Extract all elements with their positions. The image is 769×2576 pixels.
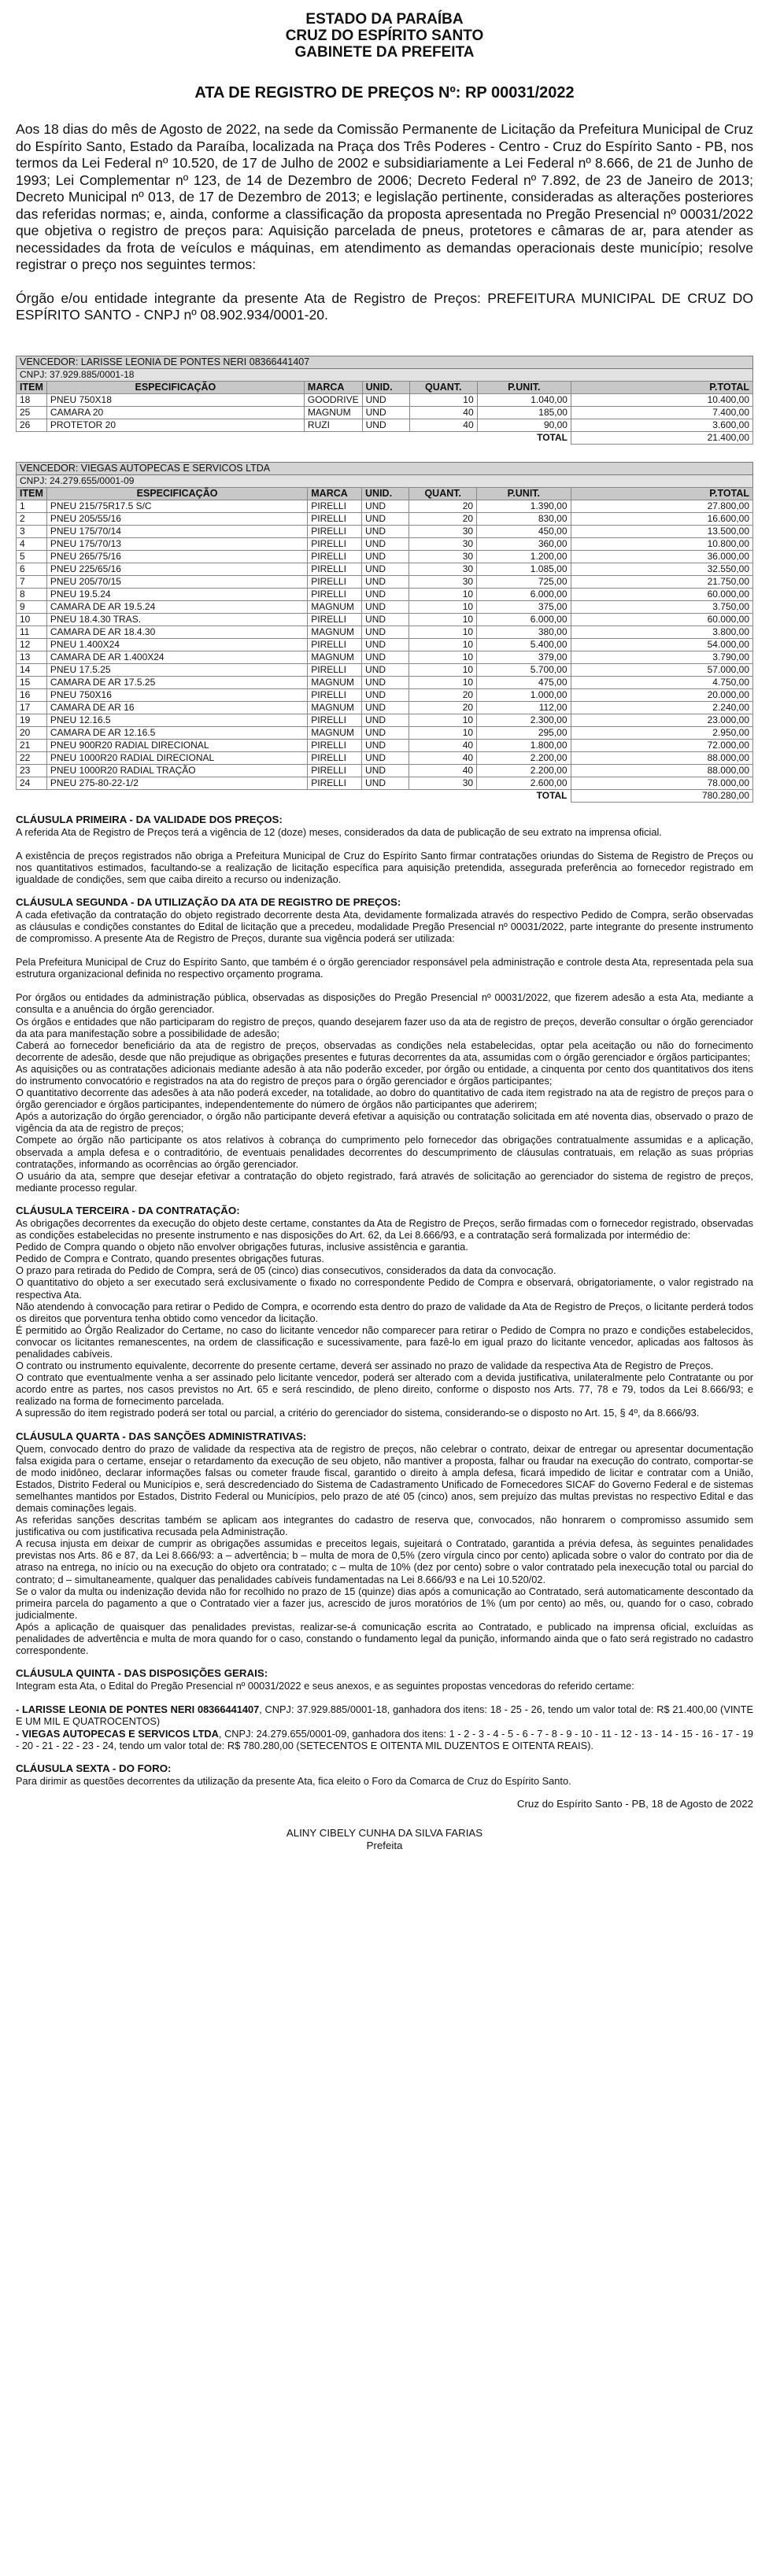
table-cell: 22 xyxy=(17,751,47,764)
column-header: ITEM xyxy=(17,487,47,500)
state-name: ESTADO DA PARAÍBA xyxy=(305,11,464,28)
table-cell: UND xyxy=(362,550,409,563)
table-cell: 2.950,00 xyxy=(571,726,752,739)
vendor-cnpj: CNPJ: 37.929.885/0001-18 xyxy=(17,368,753,381)
table-cell: PNEU 17.5.25 xyxy=(46,663,307,676)
table-cell: UND xyxy=(362,419,409,431)
vendor-name: VENCEDOR: LARISSE LEONIA DE PONTES NERI 08366441407 xyxy=(17,356,753,368)
participant-paragraph: Órgão e/ou entidade integrante da presente Ata de Registro de Preços: PREFEITURA MUNICIPAL DE CRUZ DO ESPÍRITO SANTO - CNPJ nº 08.902.934/0001-20. xyxy=(16,290,753,323)
table-cell: 15 xyxy=(17,676,47,688)
table-cell: PNEU 900R20 RADIAL DIRECIONAL xyxy=(46,739,307,751)
table-cell: 10 xyxy=(409,714,477,726)
column-header: P.TOTAL xyxy=(571,487,752,500)
table-cell: 88.000,00 xyxy=(571,764,752,777)
table-row xyxy=(17,676,753,688)
table-cell: PNEU 215/75R17.5 S/C xyxy=(46,500,307,512)
vendor-cnpj-row xyxy=(17,368,753,381)
table-cell: 60.000,00 xyxy=(571,588,752,600)
table-row xyxy=(17,764,753,777)
total-row xyxy=(17,431,753,444)
table-cell: CAMARA DE AR 16 xyxy=(46,701,307,714)
total-row xyxy=(17,789,753,802)
table-row xyxy=(17,600,753,613)
clause-4-title: CLÁUSULA QUARTA - DAS SANÇÕES ADMINISTRATIVAS: xyxy=(16,1430,307,1442)
document-page xyxy=(16,0,753,1862)
clause-text: Os órgãos e entidades que não participaram do registro de preços, quando desejarem fazer uso da ata de registro de preços, deverão consultar o órgão gerenciador da ata para manifestação sobre a possibilidade de adesão; xyxy=(16,1015,753,1039)
table-cell: 3.790,00 xyxy=(571,651,752,663)
table-cell: 19 xyxy=(17,714,47,726)
table-cell: 10.400,00 xyxy=(571,393,752,406)
table-row xyxy=(17,406,753,419)
table-cell: MAGNUM xyxy=(308,651,362,663)
table-cell: 1.200,00 xyxy=(477,550,571,563)
table-cell: 30 xyxy=(409,537,477,550)
clause-text: Quem, convocado dentro do prazo de validade da respectiva ata de registro de preços, não celebrar o contrato, deixar de entregar ou apresentar documentação falsa exigida para o certame, ensejar o retardamento da execução de seu objeto, não mantiver a proposta, falhar ou fraudar na execução do contrato, comportar-se de modo inidôneo, declarar informações falsas ou cometer fraude fiscal, garantido o direito à ampla defesa, ficará impedido de licitar e contratar com a União, Estados, Distrito Federal ou Municípios e, será descredenciado do Sistema de Cadastramento Unificado de Fornecedores SICAF do Governo Federal e de sistemas semelhantes mantidos por Estados, Distrito Federal ou Municípios, pelo prazo de até 05 (cinco) anos, sem prejuízo das multas previstas no respectivo Edital e das demais cominações legais. xyxy=(16,1442,753,1514)
table-cell: 78.000,00 xyxy=(571,777,752,789)
clause-5-title: CLÁUSULA QUINTA - DAS DISPOSIÇÕES GERAIS: xyxy=(16,1667,268,1680)
table-row xyxy=(17,588,753,600)
table-header-row xyxy=(17,381,753,393)
table-cell: 3 xyxy=(17,525,47,537)
table-cell: PNEU 205/70/15 xyxy=(46,575,307,588)
table-cell: 112,00 xyxy=(477,701,571,714)
table-cell: 725,00 xyxy=(477,575,571,588)
table-row xyxy=(17,512,753,525)
table-cell: 17 xyxy=(17,701,47,714)
clause-text: Pela Prefeitura Municipal de Cruz do Espírito Santo, que também é o órgão gerenciador responsável pela administração e controle desta Ata, representada pela sua estrutura organizacional definida no respectivo orçamento programa. xyxy=(16,956,753,980)
vendor-row xyxy=(17,356,753,368)
table-cell: 10 xyxy=(409,638,477,651)
table-cell: 30 xyxy=(409,563,477,575)
vendor-row xyxy=(17,462,753,474)
table-cell: PNEU 750X16 xyxy=(46,688,307,701)
clause-text: Integram esta Ata, o Edital do Pregão Presencial nº 00031/2022 e seus anexos, e as seguintes propostas vencedoras do referido certame: xyxy=(16,1680,634,1692)
clause-text: Após a autorização do órgão gerenciador, o órgão não participante deverá efetivar a aquisição ou contratação solicitada em até noventa dias, observado o prazo de vigência da ata de registro de preços; xyxy=(16,1110,753,1135)
table-cell: 20 xyxy=(409,512,477,525)
table-cell: PIRELLI xyxy=(308,500,362,512)
table-row xyxy=(17,739,753,751)
vendor-cnpj-row xyxy=(17,474,753,487)
vendor-table-2 xyxy=(16,462,753,803)
table-cell: MAGNUM xyxy=(308,726,362,739)
table-cell: PIRELLI xyxy=(308,764,362,777)
winner-1-name: - LARISSE LEONIA DE PONTES NERI 08366441407 xyxy=(16,1703,260,1716)
table-cell: 7 xyxy=(17,575,47,588)
table-cell: 2.200,00 xyxy=(477,751,571,764)
table-cell: 360,00 xyxy=(477,537,571,550)
table-cell: 10 xyxy=(409,676,477,688)
table-cell: PIRELLI xyxy=(308,575,362,588)
total-value: 21.400,00 xyxy=(571,431,752,444)
column-header: MARCA xyxy=(304,381,362,393)
table-cell: CAMARA 20 xyxy=(46,406,304,419)
table-cell: UND xyxy=(362,638,409,651)
clause-text: Se o valor da multa ou indenização devida não for recolhido no prazo de 15 (quinze) dias após a comunicação ao Contratado, será automaticamente descontado da primeira parcela do pagamento a que o Contratado vier a fazer jus, acrescido de juros moratórios de 1% (um por cento) ao mês, ou, quando for o caso, cobrado judicialmente. xyxy=(16,1585,753,1621)
winner-1-summary xyxy=(16,1703,753,1727)
clause-text: Compete ao órgão não participante os atos relativos à cobrança do cumprimento pelo fornecedor das obrigações contratualmente assumidas e a aplicação, observada a ampla defesa e o contraditório, de eventuais penalidades decorrentes do descumprimento de cláusulas contratuais, em relação as suas próprias contratações, informando as ocorrências ao órgão gerenciador. xyxy=(16,1134,753,1170)
table-cell: PNEU 225/65/16 xyxy=(46,563,307,575)
table-cell: 5.700,00 xyxy=(477,663,571,676)
table-cell: 21.750,00 xyxy=(571,575,752,588)
table-cell: 9 xyxy=(17,600,47,613)
table-cell: 26 xyxy=(17,419,47,431)
total-spacer xyxy=(17,431,478,444)
table-row xyxy=(17,613,753,626)
table-cell: 54.000,00 xyxy=(571,638,752,651)
table-cell: PIRELLI xyxy=(308,739,362,751)
clause-text: A referida Ata de Registro de Preços terá a vigência de 12 (doze) meses, considerados da data de publicação de seu extrato na imprensa oficial. xyxy=(16,825,662,838)
clause-text: As aquisições ou as contratações adicionais mediante adesão à ata não poderão exceder, por órgão ou entidade, a cinquenta por cento dos quantitativos dos itens do instrumento convocatório e registrados na ata do registro de preços para o órgão gerenciador e órgãos participantes; xyxy=(16,1062,753,1087)
intro-paragraph: Aos 18 dias do mês de Agosto de 2022, na sede da Comissão Permanente de Licitação da Prefeitura Municipal de Cruz do Espírito Santo, Estado da Paraíba, localizada na Praça dos Três Poderes - Centro - Cruz do Espírito Santo - PB, nos termos da Lei Federal nº 10.520, de 17 de Julho de 2002 e subsidiariamente a Lei Federal nº 8.666, de 21 de Junho de 1993; Lei Complementar nº 123, de 14 de Dezembro de 2006; Decreto Federal nº 7.892, de 23 de Janeiro de 2013; Decreto Municipal nº 013, de 17 de Dezembro de 2013; e legislação pertinente, consideradas as alterações posteriores das referidas normas; e, ainda, conforme a classificação da proposta apresentada no Pregão Presencial nº 00031/2022 que objetiva o registro de preços para: Aquisição parcelada de pneus, protetores e câmaras de ar, para atender as necessidades da frota de veículos e máquinas, em atendimento as demandas operacionais deste município; resolve registrar o preço nos seguintes termos: xyxy=(16,121,753,272)
table-cell: PROTETOR 20 xyxy=(46,419,304,431)
table-cell: 5 xyxy=(17,550,47,563)
table-cell: 1.390,00 xyxy=(477,500,571,512)
table-cell: PIRELLI xyxy=(308,537,362,550)
table-cell: 36.000,00 xyxy=(571,550,752,563)
column-header: ESPECIFICAÇÃO xyxy=(46,381,304,393)
document-title: ATA DE REGISTRO DE PREÇOS Nº: RP 00031/2022 xyxy=(194,84,575,101)
table-cell: 2.200,00 xyxy=(477,764,571,777)
table-row xyxy=(17,419,753,431)
column-header: P.UNIT. xyxy=(477,487,571,500)
column-header: P.TOTAL xyxy=(571,381,752,393)
table-cell: 16 xyxy=(17,688,47,701)
clause-text: O contrato ou instrumento equivalente, decorrente do presente certame, deverá ser assinado no prazo de validade da respectiva Ata de Registro de Preços. xyxy=(16,1360,714,1372)
clause-text: A recusa injusta em deixar de cumprir as obrigações assumidas e preceitos legais, sujeitará o Contratado, garantida a prévia defesa, às seguintes penalidades previstas nos Arts. 86 e 87, da Lei 8.666/93: a – advertência; b – multa de mora de 0,5% (zero vírgula cinco por cento) aplicada sobre o valor do contrato por dia de atraso na entrega, no início ou na execução do objeto ora contratado; c – multa de 10% (dez por cento) sobre o valor contratado pela inexecução total ou parcial do contrato; d – simultaneamente, qualquer das penalidades cabíveis fundamentadas na Lei 8.666/93 e na Lei 10.520/02. xyxy=(16,1537,753,1585)
table-cell: PNEU 18.4.30 TRAS. xyxy=(46,613,307,626)
total-value: 780.280,00 xyxy=(571,789,752,802)
office-name: GABINETE DA PREFEITA xyxy=(294,44,475,61)
table-header-row xyxy=(17,487,753,500)
table-row xyxy=(17,626,753,638)
table-cell: 57.000,00 xyxy=(571,663,752,676)
table-cell: 40 xyxy=(409,419,477,431)
table-cell: PIRELLI xyxy=(308,638,362,651)
vendor-name: VENCEDOR: VIEGAS AUTOPECAS E SERVICOS LTDA xyxy=(17,462,753,474)
column-header: QUANT. xyxy=(409,381,477,393)
table-cell: 8 xyxy=(17,588,47,600)
table-cell: 2.240,00 xyxy=(571,701,752,714)
table-cell: 2.300,00 xyxy=(477,714,571,726)
table-cell: PIRELLI xyxy=(308,751,362,764)
table-row xyxy=(17,638,753,651)
table-cell: 450,00 xyxy=(477,525,571,537)
winner-1-details: , CNPJ: 37.929.885/0001-18, ganhadora dos itens: 18 - 25 - 26, tendo um valor total de: R$ 21.400,00 (VINTE E UM MIL E QUATROCENTOS) xyxy=(16,1703,754,1728)
table-cell: 24 xyxy=(17,777,47,789)
table-cell: MAGNUM xyxy=(304,406,362,419)
table-cell: 18 xyxy=(17,393,47,406)
table-cell: 7.400,00 xyxy=(571,406,752,419)
table-cell: UND xyxy=(362,563,409,575)
table-cell: 30 xyxy=(409,575,477,588)
table-cell: 475,00 xyxy=(477,676,571,688)
table-cell: 32.550,00 xyxy=(571,563,752,575)
table-cell: 2 xyxy=(17,512,47,525)
table-cell: 20.000,00 xyxy=(571,688,752,701)
table-cell: RUZI xyxy=(304,419,362,431)
table-cell: 10 xyxy=(409,600,477,613)
table-cell: 12 xyxy=(17,638,47,651)
table-cell: 10 xyxy=(409,663,477,676)
table-cell: 295,00 xyxy=(477,726,571,739)
signer-role: Prefeita xyxy=(366,1839,403,1851)
table-cell: PNEU 1.400X24 xyxy=(46,638,307,651)
table-cell: CAMARA DE AR 18.4.30 xyxy=(46,626,307,638)
table-cell: UND xyxy=(362,600,409,613)
clause-3-title: CLÁUSULA TERCEIRA - DA CONTRATAÇÃO: xyxy=(16,1204,240,1216)
table-cell: 23 xyxy=(17,764,47,777)
table-cell: PIRELLI xyxy=(308,512,362,525)
vendor-table-1 xyxy=(16,356,753,445)
table-cell: MAGNUM xyxy=(308,626,362,638)
table-cell: PNEU 265/75/16 xyxy=(46,550,307,563)
column-header: MARCA xyxy=(308,487,362,500)
table-cell: 5.400,00 xyxy=(477,638,571,651)
table-cell: 11 xyxy=(17,626,47,638)
table-cell: 13.500,00 xyxy=(571,525,752,537)
city-name: CRUZ DO ESPÍRITO SANTO xyxy=(285,28,484,44)
table-cell: 1.040,00 xyxy=(477,393,571,406)
table-cell: PIRELLI xyxy=(308,550,362,563)
column-header: ITEM xyxy=(17,381,47,393)
table-cell: PIRELLI xyxy=(308,588,362,600)
total-spacer xyxy=(17,789,477,802)
table-cell: 2.600,00 xyxy=(477,777,571,789)
table-row xyxy=(17,537,753,550)
table-cell: 40 xyxy=(409,739,477,751)
table-cell: 88.000,00 xyxy=(571,751,752,764)
place-date: Cruz do Espírito Santo - PB, 18 de Agosto de 2022 xyxy=(516,1797,753,1810)
table-row xyxy=(17,393,753,406)
table-cell: 830,00 xyxy=(477,512,571,525)
table-cell: 10 xyxy=(409,626,477,638)
table-cell: PNEU 12.16.5 xyxy=(46,714,307,726)
table-cell: PNEU 1000R20 RADIAL DIRECIONAL xyxy=(46,751,307,764)
table-cell: 27.800,00 xyxy=(571,500,752,512)
table-cell: UND xyxy=(362,406,409,419)
table-cell: UND xyxy=(362,588,409,600)
clause-text: O quantitativo decorrente das adesões à ata não poderá exceder, na totalidade, ao dobro do quantitativo de cada item registrado na ata de registro de preços para o órgão gerenciador e órgãos participantes, independentemente do número de órgãos não participantes que aderirem; xyxy=(16,1087,753,1111)
table-cell: UND xyxy=(362,537,409,550)
table-cell: 185,00 xyxy=(477,406,571,419)
clause-text: As referidas sanções descritas também se aplicam aos integrantes do cadastro de reserva que, convocados, não honrarem o compromisso assumido sem justificativa ou com justificativa recusada pela Administração. xyxy=(16,1514,753,1538)
signer-name: ALINY CIBELY CUNHA DA SILVA FARIAS xyxy=(286,1826,483,1839)
table-cell: 6.000,00 xyxy=(477,613,571,626)
clause-text: Após a aplicação de quaisquer das penalidades previstas, realizar-se-á comunicação escrita ao Contratado, e publicado na imprensa oficial, excluídas as penalidades de advertência e multa de mora quando for o caso, constando o fundamento legal da punição, informando ainda que o fato será registrado no cadastro correspondente. xyxy=(16,1620,753,1657)
table-cell: 1.800,00 xyxy=(477,739,571,751)
table-cell: 10 xyxy=(409,393,477,406)
clause-text: A cada efetivação da contratação do objeto registrado decorrente desta Ata, devidamente formalizada através do respectivo Pedido de Compra, serão observadas as cláusulas e condições constantes do Edital de licitação que a precedeu, modalidade Pregão Presencial nº 00031/2022, parte integrante do presente instrumento de compromisso. A presente Ata de Registro de Preços, durante sua vigência poderá ser utilizada: xyxy=(16,908,753,945)
table-cell: GOODRIVE xyxy=(304,393,362,406)
clauses-section xyxy=(16,814,753,1787)
table-row xyxy=(17,777,753,789)
table-cell: PIRELLI xyxy=(308,525,362,537)
clause-2-title: CLÁUSULA SEGUNDA - DA UTILIZAÇÃO DA ATA DE REGISTRO DE PREÇOS: xyxy=(16,895,401,908)
total-label: TOTAL xyxy=(537,432,568,444)
table-cell: 10 xyxy=(409,588,477,600)
table-row xyxy=(17,688,753,701)
table-row xyxy=(17,651,753,663)
table-cell: UND xyxy=(362,764,409,777)
table-cell: UND xyxy=(362,626,409,638)
table-cell: PNEU 175/70/13 xyxy=(46,537,307,550)
table-cell: UND xyxy=(362,613,409,626)
table-cell: 60.000,00 xyxy=(571,613,752,626)
winner-2-name: - VIEGAS AUTOPECAS E SERVICOS LTDA xyxy=(16,1727,219,1740)
vendor-cnpj: CNPJ: 24.279.655/0001-09 xyxy=(17,474,753,487)
table-cell: PNEU 205/55/16 xyxy=(46,512,307,525)
table-cell: UND xyxy=(362,663,409,676)
table-cell: 10 xyxy=(409,613,477,626)
table-cell: 10 xyxy=(409,651,477,663)
column-header: UNID. xyxy=(362,487,409,500)
table-row xyxy=(17,751,753,764)
table-cell: 6.000,00 xyxy=(477,588,571,600)
table-cell: PIRELLI xyxy=(308,777,362,789)
clause-text: O quantitativo do objeto a ser executado será exclusivamente o fixado no correspondente Pedido de Compra e observará, obrigatoriamente, o valor registrado na respectiva Ata. xyxy=(16,1276,753,1301)
table-cell: UND xyxy=(362,751,409,764)
table-cell: MAGNUM xyxy=(308,701,362,714)
column-header: QUANT. xyxy=(409,487,477,500)
table-cell: 40 xyxy=(409,406,477,419)
table-cell: 3.800,00 xyxy=(571,626,752,638)
column-header: P.UNIT. xyxy=(477,381,571,393)
table-cell: 14 xyxy=(17,663,47,676)
table-cell: 20 xyxy=(409,701,477,714)
clause-text: A existência de preços registrados não obriga a Prefeitura Municipal de Cruz do Espírito Santo firmar contratações oriundas do Sistema de Registro de Preços ou nos quantitativos estimados, facultando-se a realização de licitação específica para aquisição pretendida, assegurada preferência ao fornecedor registrado em igualdade de condições, sem que caiba direito a recurso ou indenização. xyxy=(16,849,753,885)
table-cell: 90,00 xyxy=(477,419,571,431)
table-cell: PNEU 19.5.24 xyxy=(46,588,307,600)
table-cell: UND xyxy=(362,500,409,512)
table-row xyxy=(17,701,753,714)
table-cell: 4 xyxy=(17,537,47,550)
table-cell: 380,00 xyxy=(477,626,571,638)
table-cell: 10 xyxy=(17,613,47,626)
table-cell: UND xyxy=(362,512,409,525)
clause-text: O prazo para retirada do Pedido de Compra, será de 05 (cinco) dias consecutivos, considerados da data da convocação. xyxy=(16,1264,556,1277)
total-label: TOTAL xyxy=(536,790,568,802)
table-row xyxy=(17,500,753,512)
table-cell: PNEU 175/70/14 xyxy=(46,525,307,537)
table-cell: 1.000,00 xyxy=(477,688,571,701)
table-cell: 1 xyxy=(17,500,47,512)
clause-text: Não atendendo à convocação para retirar o Pedido de Compra, e ocorrendo esta dentro do prazo de validade da Ata de Registro de Preços, o licitante perderá todos os direitos que porventura tenha obtido como vencedor da licitação. xyxy=(16,1300,753,1324)
table-cell: 1.085,00 xyxy=(477,563,571,575)
table-cell: 25 xyxy=(17,406,47,419)
clause-text: Por órgãos ou entidades da administração pública, observadas as disposições do Pregão Presencial nº 00031/2022, que fizerem adesão a esta Ata, mediante a consulta e a anuência do órgão gerenciador. xyxy=(16,991,753,1016)
table-row xyxy=(17,550,753,563)
table-cell: PIRELLI xyxy=(308,563,362,575)
clause-text: O usuário da ata, sempre que desejar efetivar a contratação do objeto registrado, fará através de solicitação ao gerenciador do sistema de registro de preços, mediante processo regular. xyxy=(16,1169,753,1194)
table-cell: 13 xyxy=(17,651,47,663)
clause-text: O contrato que eventualmente venha a ser assinado pelo licitante vencedor, poderá ser alterado com a devida justificativa, unilateralmente pelo Contratante ou por acordo entre as partes, nos casos previstos no Art. 65 e será rescindido, de pleno direito, conforme o disposto nos Arts. 77, 78 e 79, todos da Lei 8.666/93; e realizado na forma de fornecimento parcelada. xyxy=(16,1371,753,1408)
table-cell: 16.600,00 xyxy=(571,512,752,525)
table-cell: 30 xyxy=(409,525,477,537)
table-cell: 21 xyxy=(17,739,47,751)
table-cell: PIRELLI xyxy=(308,663,362,676)
table-cell: UND xyxy=(362,701,409,714)
table-cell: UND xyxy=(362,676,409,688)
table-row xyxy=(17,726,753,739)
table-cell: UND xyxy=(362,726,409,739)
table-cell: 20 xyxy=(409,688,477,701)
clause-text: Caberá ao fornecedor beneficiário da ata de registro de preços, observadas as condições nela estabelecidas, optar pela aceitação ou não do fornecimento decorrente de adesão, desde que não prejudique as obrigações presentes e futuras decorrentes da ata, assumidas com o órgão gerenciador e órgãos participantes; xyxy=(16,1039,753,1063)
clause-text: Pedido de Compra e Contrato, quando presentes obrigações futuras. xyxy=(16,1253,324,1265)
clause-text: Pedido de Compra quando o objeto não envolver obrigações futuras, inclusive assistência e garantia. xyxy=(16,1241,468,1253)
table-row xyxy=(17,714,753,726)
table-cell: 10.800,00 xyxy=(571,537,752,550)
table-cell: UND xyxy=(362,393,409,406)
table-cell: UND xyxy=(362,651,409,663)
winner-2-summary xyxy=(16,1728,753,1751)
table-cell: PIRELLI xyxy=(308,714,362,726)
clause-text: É permitido ao Órgão Realizador do Certame, no caso do licitante vencedor não comparecer para retirar o Pedido de Compra no prazo e condições estabelecidos, convocar os licitantes remanescentes, na ordem de classificação e sucessivamente, para fazê-lo em igual prazo do licitante vencedor, aplicadas aos faltosos às penalidades cabíveis. xyxy=(16,1323,753,1360)
table-cell: 3.600,00 xyxy=(571,419,752,431)
table-cell: 40 xyxy=(409,751,477,764)
table-cell: UND xyxy=(362,688,409,701)
clause-1-title: CLÁUSULA PRIMEIRA - DA VALIDADE DOS PREÇOS: xyxy=(16,813,283,825)
table-cell: 6 xyxy=(17,563,47,575)
table-cell: UND xyxy=(362,739,409,751)
table-cell: 20 xyxy=(17,726,47,739)
table-cell: UND xyxy=(362,777,409,789)
table-cell: MAGNUM xyxy=(308,600,362,613)
table-cell: CAMARA DE AR 19.5.24 xyxy=(46,600,307,613)
table-row xyxy=(17,663,753,676)
table-cell: 375,00 xyxy=(477,600,571,613)
table-cell: PIRELLI xyxy=(308,613,362,626)
clause-text: A supressão do item registrado poderá ser total ou parcial, a critério do gerenciador do sistema, considerando-se o disposto no Art. 15, § 4º, da 8.666/93. xyxy=(16,1407,700,1419)
table-cell: CAMARA DE AR 17.5.25 xyxy=(46,676,307,688)
table-row xyxy=(17,525,753,537)
table-cell: 379,00 xyxy=(477,651,571,663)
table-row xyxy=(17,563,753,575)
table-cell: PNEU 1000R20 RADIAL TRAÇÃO xyxy=(46,764,307,777)
table-row xyxy=(17,575,753,588)
winner-2-details: , CNPJ: 24.279.655/0001-09, ganhadora dos itens: 1 - 2 - 3 - 4 - 5 - 6 - 7 - 8 - 9 - 10 - 11 - 12 - 13 - 14 - 15 - 16 - 17 - 19 - 20 - 21 - 22 - 23 - 24, tendo um valor total de: R$ 780.280,00 (SETECENTOS E OITENTA MIL DUZENTOS E OITENTA REAIS). xyxy=(16,1727,753,1751)
table-cell: 10 xyxy=(409,726,477,739)
table-cell: PNEU 750X18 xyxy=(46,393,304,406)
table-cell: PNEU 275-80-22-1/2 xyxy=(46,777,307,789)
column-header: ESPECIFICAÇÃO xyxy=(46,487,307,500)
table-cell: UND xyxy=(362,714,409,726)
table-cell: 4.750,00 xyxy=(571,676,752,688)
table-cell: MAGNUM xyxy=(308,676,362,688)
signature-block xyxy=(16,1827,753,1852)
table-cell: PIRELLI xyxy=(308,688,362,701)
table-cell: 40 xyxy=(409,764,477,777)
table-cell: UND xyxy=(362,525,409,537)
table-cell: 30 xyxy=(409,550,477,563)
table-cell: 3.750,00 xyxy=(571,600,752,613)
table-cell: 23.000,00 xyxy=(571,714,752,726)
table-cell: 72.000,00 xyxy=(571,739,752,751)
table-cell: 20 xyxy=(409,500,477,512)
document-header xyxy=(16,11,753,61)
table-cell: CAMARA DE AR 12.16.5 xyxy=(46,726,307,739)
table-cell: 30 xyxy=(409,777,477,789)
clause-text: As obrigações decorrentes da execução do objeto deste certame, constantes da Ata de Registro de Preços, serão firmadas com o fornecedor registrado, observadas as condições estabelecidas no presente instrumento e nas disposições do Art. 62, da Lei 8.666/93, e a contratação será formalizada por intermédio de: xyxy=(16,1216,753,1242)
table-cell: UND xyxy=(362,575,409,588)
column-header: UNID. xyxy=(362,381,409,393)
clause-text: Para dirimir as questões decorrentes da utilização da presente Ata, fica eleito o Foro da Comarca de Cruz do Espírito Santo. xyxy=(16,1774,571,1787)
table-cell: CAMARA DE AR 1.400X24 xyxy=(46,651,307,663)
clause-6-title: CLÁUSULA SEXTA - DO FORO: xyxy=(16,1762,172,1774)
